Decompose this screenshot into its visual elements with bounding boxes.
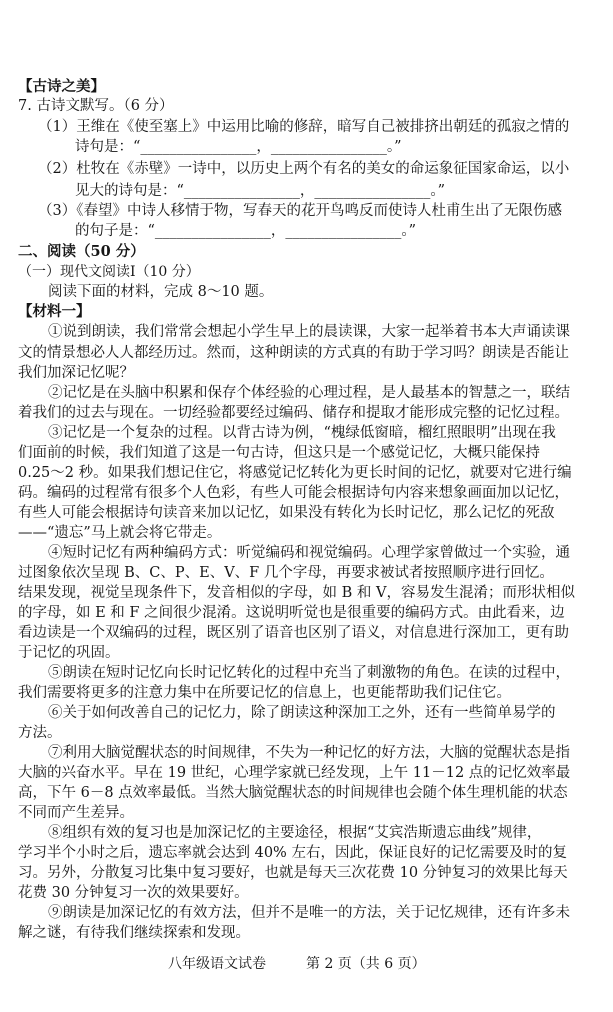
passage-line: ⑧组织有效的复习也是加深记忆的主要途径，根据“艾宾浩斯遗忘曲线”规律， xyxy=(48,825,542,841)
passage-line: 大脑的兴奋水平。早在 19 世纪，心理学家就已经发现，上午 11－12 点的记忆效率最 xyxy=(18,765,571,781)
passage-line: 于记忆的巩固。 xyxy=(18,645,120,661)
passage-line: 看边读是一个双编码的过程，既区别了语音也区别了语义，对信息进行深加工，更有助 xyxy=(18,625,569,641)
passage-line: 们面前的时候，我们知道了这是一句古诗，但这只是一个感觉记忆，大概只能保持 xyxy=(18,445,540,461)
question-7-1-line1: （1）王维在《使至塞上》中运用比喻的修辞，暗写自己被排挤出朝廷的孤寂之情的 xyxy=(38,119,570,135)
passage-line: ⑦利用大脑觉醒状态的时间规律，不失为一种记忆的好方法，大脑的觉醒状态是指 xyxy=(48,745,570,761)
passage-line: 高，下午 6－8 点效率最低。当然大脑觉醒状态的时间规律也会随个体生理机能的状态 xyxy=(18,785,568,801)
passage-line: 着我们的过去与现在。一切经验都要经过编码、储存和提取才能形成完整的记忆过程。 xyxy=(18,405,569,421)
passage-line: 我们加深记忆呢？ xyxy=(18,365,134,381)
passage-line: 过图象依次呈现 B、C、P、E、V、F 几个字母，再要求被试者按照顺序进行回忆。 xyxy=(18,565,554,581)
passage-line: ③记忆是一个复杂的过程。以背古诗为例，“槐绿低窗暗，榴红照眼明”出现在我 xyxy=(48,425,556,441)
reading-1-subtitle: （一）现代文阅读Ⅰ（10 分） xyxy=(18,264,200,280)
passage-line: 解之谜，有待我们继续探索和发现。 xyxy=(18,925,250,941)
reading-instruction: 阅读下面的材料，完成 8～10 题。 xyxy=(48,284,274,300)
question-7-1-line2: 诗句是：“________________，________________。” xyxy=(75,139,402,155)
material-one-tag: 【材料一】 xyxy=(18,303,91,320)
question-7-2-line2: 见大的诗句是：“________________，________________。” xyxy=(75,183,446,199)
footer-page-info: 第 2 页（共 6 页） xyxy=(306,956,426,972)
part-two-title: 二、阅读（50 分） xyxy=(18,243,145,260)
passage-line: 学习半个小时之后，遗忘率就会达到 40% 左右，因此，保证良好的记忆需要及时的复 xyxy=(18,845,567,861)
passage-line: ⑥关于如何改善自己的记忆力，除了朗读这种深加工之外，还有一些简单易学的 xyxy=(48,705,556,721)
passage-line: 的字母，如 E 和 F 之间很少混淆。这说明听觉也是很重要的编码方式。由此看来，边 xyxy=(18,605,565,621)
passage-line: 花费 30 分钟复习一次的效果要好。 xyxy=(18,885,249,901)
question-7-title: 7. 古诗文默写。（6 分） xyxy=(18,98,174,114)
passage-line: 结果发现，视觉呈现条件下，发音相似的字母，如 B 和 V，容易发生混淆；而形状相似 xyxy=(18,585,575,601)
passage-line: ⑤朗读在短时记忆向长时记忆转化的过程中充当了刺激物的角色。在读的过程中， xyxy=(48,665,570,681)
passage-line: 不同而产生差异。 xyxy=(18,805,134,821)
passage-line: 0.25～2 秒。如果我们想记住它，将感觉记忆转化为更长时间的记忆，就要对它进行编 xyxy=(18,465,572,481)
question-7-3-line2: 的句子是：“________________，________________。” xyxy=(75,223,417,239)
passage-line: 方法。 xyxy=(18,725,62,741)
passage-line: 有些人可能会根据诗句读音来加以记忆，如果没有转化为长时记忆，那么记忆的死敌 xyxy=(18,505,555,521)
passage-line: 文的情景想必人人都经历过。然而，这种朗读的方式真的有助于学习吗？朗读是否能让 xyxy=(18,345,569,361)
question-7-2-line1: （2）杜牧在《赤壁》一诗中，以历史上两个有名的美女的命运象征国家命运，以小 xyxy=(38,161,570,177)
passage-line: 码。编码的过程常有很多个人色彩，有些人可能会根据诗句内容来想象画面加以记忆， xyxy=(18,485,569,501)
passage-line: ②记忆是在头脑中积累和保存个体经验的心理过程，是人最基本的智慧之一，联结 xyxy=(48,385,570,401)
footer-exam-name: 八年级语文试卷 xyxy=(168,956,266,972)
question-7-3-line1: （3）《春望》中诗人移情于物，写春天的花开鸟鸣反而使诗人杜甫生出了无限伤感 xyxy=(38,203,562,219)
section-tag-ancient-poetry: 【古诗之美】 xyxy=(18,78,105,95)
passage-line: 习。另外，分散复习比集中复习要好，也就是每天三次花费 10 分钟复习的效果比每天 xyxy=(18,865,568,881)
passage-line: ①说到朗读，我们常常会想起小学生早上的晨读课，大家一起举着书本大声诵读课 xyxy=(48,324,570,340)
passage-line: ——“遗忘”马上就会将它带走。 xyxy=(18,525,222,541)
passage-line: ④短时记忆有两种编码方式：听觉编码和视觉编码。心理学家曾做过一个实验，通 xyxy=(48,545,570,561)
passage-line: 我们需要将更多的注意力集中在所要记忆的信息上，也更能帮助我们记住它。 xyxy=(18,685,511,701)
passage-line: ⑨朗读是加深记忆的有效方法，但并不是唯一的方法，关于记忆规律，还有许多未 xyxy=(48,905,570,921)
